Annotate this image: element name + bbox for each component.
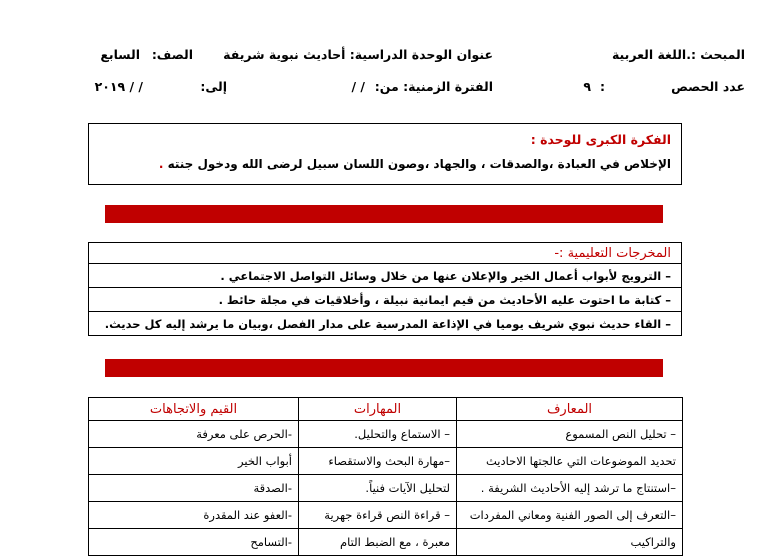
big-idea-dot: . xyxy=(158,157,164,171)
outcome-item: – الترويج لأبواب أعمال الخير والإعلان عنها من خلال وسائل التواصل الاجتماعي . xyxy=(89,264,682,288)
period-from-label: الفترة الزمنية: من: xyxy=(374,79,493,94)
outcomes-table xyxy=(88,242,682,336)
table-row xyxy=(89,502,683,529)
subject-label: المبحث :.اللغة العربية xyxy=(611,47,745,62)
header-values: القيم والاتجاهات xyxy=(89,398,299,421)
skills-cell: معبرة ، مع الضبط التام xyxy=(299,529,457,556)
knowledge-cell: – تحليل النص المسموع xyxy=(457,421,683,448)
unit-title: عنوان الوحدة الدراسية: أحاديث نبوية شريفة xyxy=(223,47,493,62)
values-cell: -الحرص على معرفة xyxy=(89,421,299,448)
grade-value: السابع xyxy=(100,47,140,62)
skills-cell: –مهارة البحث والاستقصاء xyxy=(299,448,457,475)
outcome-item: – كتابة ما احتوت عليه الأحاديث من قيم ايمانية نبيلة ، وأخلاقيات في مجلة حائط . xyxy=(89,288,682,312)
knowledge-cell: تحديد الموضوعات التي عالجتها الاحاديث xyxy=(457,448,683,475)
values-cell: -التسامح xyxy=(89,529,299,556)
table-row xyxy=(89,448,683,475)
values-cell: أبواب الخير xyxy=(89,448,299,475)
periods-separator: : xyxy=(600,79,605,94)
knowledge-cell: –التعرف إلى الصور الفنية ومعاني المفردات xyxy=(457,502,683,529)
date-to: / / ٢٠١٩ xyxy=(94,79,143,94)
periods-label: عدد الحصص xyxy=(671,79,745,94)
knowledge-cell: –استنتاج ما ترشد إليه الأحاديث الشريفة . xyxy=(457,475,683,502)
values-cell: -الصدقة xyxy=(89,475,299,502)
table-row xyxy=(89,529,683,556)
table-row xyxy=(89,475,683,502)
big-idea-title: الفكرة الكبرى للوحدة : xyxy=(530,132,671,147)
red-divider-bar xyxy=(105,205,663,223)
header-knowledge: المعارف xyxy=(457,398,683,421)
big-idea-box xyxy=(88,123,682,185)
table-row xyxy=(89,421,683,448)
grade-label: الصف: xyxy=(151,47,193,62)
periods-value: ٩ xyxy=(583,79,591,94)
header-skills: المهارات xyxy=(299,398,457,421)
to-label: إلى: xyxy=(200,79,227,94)
date-from: / / xyxy=(351,79,365,94)
big-idea-text xyxy=(159,157,671,171)
knowledge-cell: والتراكيب xyxy=(457,529,683,556)
outcomes-title: المخرجات التعليمية :- xyxy=(89,243,682,264)
skills-table xyxy=(88,397,683,556)
outcome-item: – القاء حديث نبوي شريف يوميا في الإذاعة المدرسية على مدار الفصل ،وبيان ما يرشد إليه كل حديث. xyxy=(89,312,682,336)
red-divider-bar xyxy=(105,359,663,377)
values-cell: -العفو عند المقدرة xyxy=(89,502,299,529)
skills-cell: – الاستماع والتحليل. xyxy=(299,421,457,448)
skills-cell: لتحليل الآيات فنياً. xyxy=(299,475,457,502)
skills-cell: – قراءة النص قراءة جهرية xyxy=(299,502,457,529)
big-idea-sentence: الإخلاص في العبادة ،والصدقات ، والجهاد ،وصون اللسان سبيل لرضى الله ودخول جنته xyxy=(167,157,671,171)
